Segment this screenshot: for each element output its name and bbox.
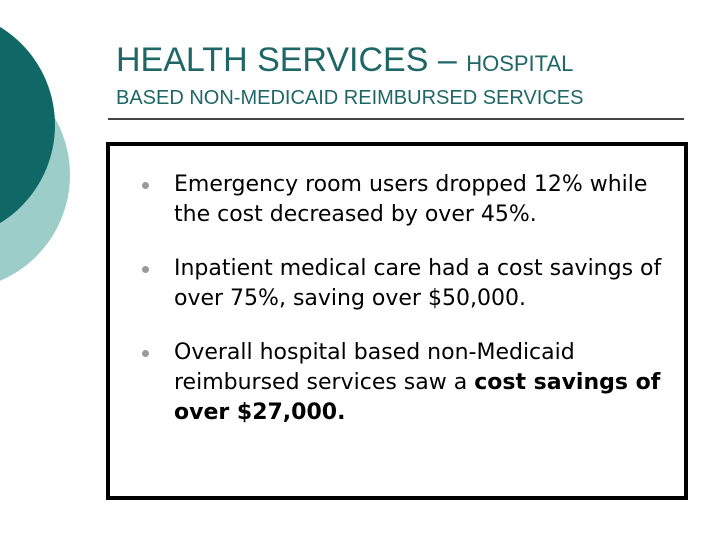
slide-subtitle: BASED NON-MEDICAID REIMBURSED SERVICES <box>116 87 584 109</box>
bullet-dot-icon <box>142 266 149 273</box>
title-divider <box>108 118 684 120</box>
content-box <box>106 142 688 500</box>
bullet-text: Overall hospital based non-Medicaid reimbursed services saw a <box>174 340 575 395</box>
bullet-item-emergency <box>110 170 684 230</box>
bullet-text: Emergency room users dropped 12% while the cost decreased by over 45%. <box>174 172 648 227</box>
bullet-bold-text: cost savings of over $27,000. <box>174 370 661 425</box>
bullet-dot-icon <box>142 182 149 189</box>
bullet-dot-icon <box>142 350 149 357</box>
decorative-circles <box>0 0 80 300</box>
title-hospital: HOSPITAL <box>466 51 574 76</box>
bullet-text: Inpatient medical care had a cost savings of over 75%, saving over $50,000. <box>174 256 662 311</box>
bullet-list <box>110 170 684 452</box>
slide-title <box>116 40 573 84</box>
bullet-item-inpatient <box>110 254 684 314</box>
bullet-item-overall <box>110 338 684 428</box>
title-main: HEALTH SERVICES – <box>116 41 467 79</box>
